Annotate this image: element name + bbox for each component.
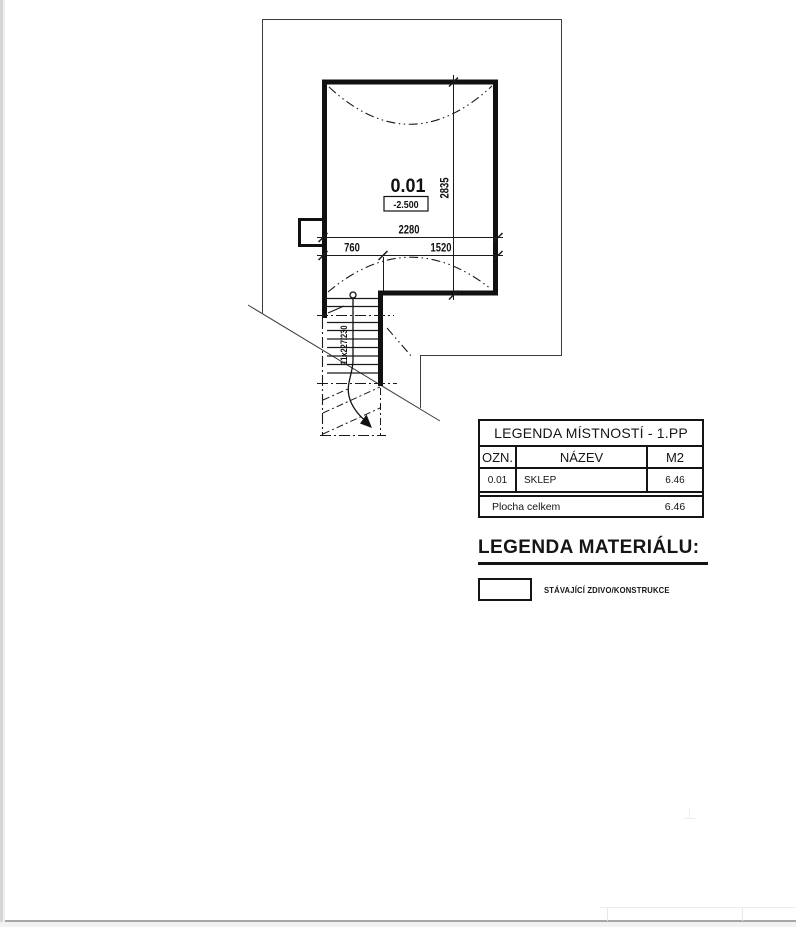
material-swatch (478, 578, 532, 601)
material-legend-underline (478, 562, 708, 565)
faint-mark (683, 818, 696, 819)
dim-height: 2835 (438, 177, 452, 199)
column-header-ozn: OZN. (480, 447, 517, 467)
column-header-nazev: NÁZEV (517, 447, 648, 467)
room-elevation: -2.500 (393, 199, 419, 212)
walkline-start-circle (350, 292, 356, 298)
room-legend-header (480, 447, 702, 469)
material-legend (478, 537, 708, 601)
cell-ozn: 0.01 (480, 469, 517, 491)
stair-note: 11x227/230 (339, 325, 350, 365)
table-total-row (480, 497, 702, 516)
column-header-m2: M2 (665, 449, 685, 465)
material-legend-title: LEGENDA MATERIÁLU: (478, 537, 700, 558)
total-value: 6.46 (664, 500, 686, 513)
material-legend-item (478, 578, 708, 601)
cell-m2: 6.46 (665, 474, 685, 486)
arrow-head (360, 415, 372, 429)
dim-right: 1520 (430, 241, 452, 255)
faint-line (600, 907, 796, 908)
stair-direction-arrow (348, 292, 372, 428)
faint-line (742, 908, 743, 921)
table-row (480, 469, 702, 493)
cell-nazev: SKLEP (517, 469, 648, 491)
stair-below-cut (323, 387, 381, 436)
total-label: Plocha celkem (492, 500, 561, 513)
room-legend-table (478, 419, 704, 518)
faint-line (607, 908, 608, 921)
stair-cut-lines (317, 316, 397, 437)
floorplan-drawing (0, 0, 796, 460)
dim-left: 760 (344, 241, 360, 255)
dim-total-width: 2280 (398, 223, 420, 237)
material-label: STÁVAJÍCÍ ZDIVO/KONSTRUKCE (544, 584, 670, 595)
room-legend-title: LEGENDA MÍSTNOSTÍ - 1.PP (480, 421, 702, 447)
page-bottom-strip (0, 922, 796, 927)
room-number: 0.01 (390, 174, 426, 197)
